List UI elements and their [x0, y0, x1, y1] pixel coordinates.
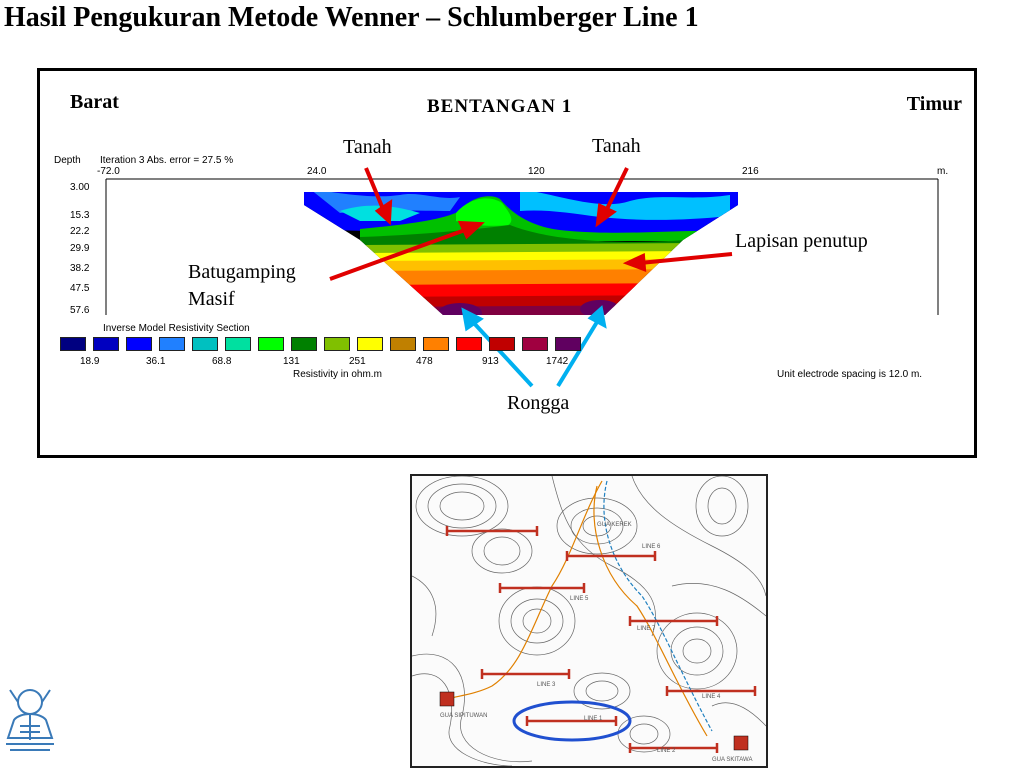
- annotation-batugamping: Batugamping: [188, 261, 296, 283]
- legend-swatch: [522, 337, 548, 351]
- legend-swatch: [192, 337, 218, 351]
- map-line-label: LINE 6: [642, 544, 661, 550]
- legend-swatch: [456, 337, 482, 351]
- legend-value: 36.1: [146, 356, 166, 367]
- legend-swatch: [555, 337, 581, 351]
- distance-tick: 120: [528, 166, 545, 177]
- annotation-rongga: Rongga: [507, 392, 570, 414]
- depth-tick: 47.5: [70, 283, 90, 294]
- map-site-label: GUA SKITAWA: [712, 757, 753, 763]
- depth-label: Depth: [54, 155, 81, 166]
- distance-unit: m.: [937, 166, 949, 177]
- distance-tick: -72.0: [97, 166, 120, 177]
- resistivity-section: [290, 186, 750, 323]
- annotation-tanah-left: Tanah: [343, 136, 392, 158]
- map-line-label: LINE 5: [570, 596, 589, 602]
- section-header: BENTANGAN 1: [427, 96, 573, 117]
- legend-swatch: [93, 337, 119, 351]
- depth-tick: 3.00: [70, 182, 90, 193]
- depth-tick: 38.2: [70, 263, 90, 274]
- depth-tick: 29.9: [70, 243, 90, 254]
- legend-swatch: [390, 337, 416, 351]
- legend-swatch: [324, 337, 350, 351]
- legend-swatch: [225, 337, 251, 351]
- annotation-lapisan: Lapisan penutup: [735, 230, 868, 252]
- institution-logo: [0, 680, 62, 760]
- section-title: Inverse Model Resistivity Section: [103, 323, 250, 334]
- annotation-tanah-right: Tanah: [592, 135, 641, 157]
- legend-swatch: [126, 337, 152, 351]
- resistivity-figure: [37, 68, 977, 458]
- annotation-masif: Masif: [188, 288, 235, 310]
- legend-swatch: [357, 337, 383, 351]
- resistivity-unit: Resistivity in ohm.m: [293, 369, 382, 380]
- legend-swatch: [258, 337, 284, 351]
- map-site-label: GUA SIPITUWAN: [440, 713, 488, 719]
- distance-tick: 216: [742, 166, 759, 177]
- depth-tick: 57.6: [70, 305, 90, 316]
- legend-value: 131: [283, 356, 300, 367]
- depth-tick: 22.2: [70, 226, 90, 237]
- map-line-label: LINE 1: [584, 716, 603, 722]
- legend-value: 913: [482, 356, 499, 367]
- east-label: Timur: [906, 93, 962, 115]
- legend-value: 478: [416, 356, 433, 367]
- iteration-label: Iteration 3 Abs. error = 27.5 %: [100, 155, 234, 166]
- distance-tick: 24.0: [307, 166, 327, 177]
- legend-swatch: [159, 337, 185, 351]
- map-site-label: GUA KEREK: [597, 522, 632, 528]
- legend-value: 1742: [546, 356, 569, 367]
- map-line-label: LINE 3: [537, 682, 556, 688]
- spacing-note: Unit electrode spacing is 12.0 m.: [777, 369, 923, 380]
- legend-value: 251: [349, 356, 366, 367]
- map-line-label: LINE 4: [702, 694, 721, 700]
- legend-swatch: [423, 337, 449, 351]
- legend-value: 18.9: [80, 356, 100, 367]
- legend-swatch: [489, 337, 515, 351]
- legend-swatch: [291, 337, 317, 351]
- depth-tick: 15.3: [70, 210, 90, 221]
- west-label: Barat: [70, 91, 119, 113]
- legend-swatch: [60, 337, 86, 351]
- map-line-label: LINE 2: [657, 748, 676, 754]
- map-line-label: LINE 7: [637, 626, 656, 632]
- slide-title: Hasil Pengukuran Metode Wenner – Schlumberger Line 1: [4, 2, 699, 33]
- location-map: [410, 474, 768, 768]
- legend-value: 68.8: [212, 356, 232, 367]
- contour-map: [412, 476, 766, 766]
